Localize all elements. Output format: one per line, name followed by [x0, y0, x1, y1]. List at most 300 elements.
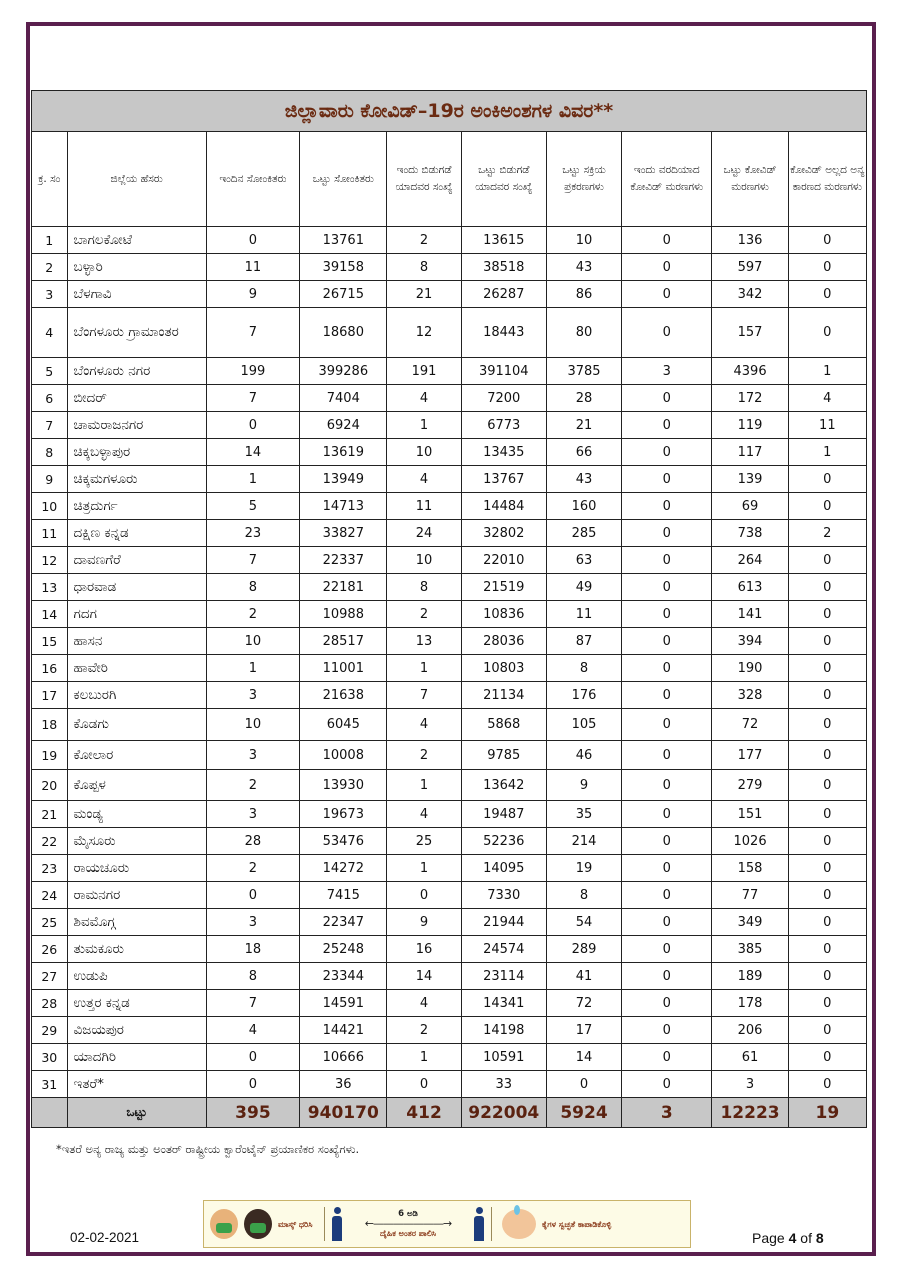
- value-cell: 0: [622, 882, 712, 909]
- table-row: [32, 770, 867, 801]
- column-header: ಒಟ್ಟು ಕೋವಿಡ್ ಮರಣಗಳು: [712, 132, 788, 227]
- serial-cell: 28: [32, 990, 68, 1017]
- value-cell: 41: [546, 963, 621, 990]
- value-cell: 13615: [461, 227, 546, 254]
- value-cell: 190: [712, 655, 788, 682]
- page-number: [752, 1230, 824, 1246]
- value-cell: 264: [712, 547, 788, 574]
- value-cell: 3: [622, 358, 712, 385]
- district-name-cell: ಕಲಬುರಗಿ: [67, 682, 206, 709]
- value-cell: 0: [788, 308, 866, 358]
- table-row: [32, 741, 867, 770]
- serial-cell: 12: [32, 547, 68, 574]
- double-arrow-icon: ←———————→: [364, 1217, 452, 1230]
- table-row: [32, 1017, 867, 1044]
- value-cell: 105: [546, 709, 621, 741]
- value-cell: 2: [206, 601, 299, 628]
- serial-cell: 11: [32, 520, 68, 547]
- report-date: 02-02-2021: [70, 1230, 140, 1245]
- value-cell: 80: [546, 308, 621, 358]
- value-cell: 10: [206, 628, 299, 655]
- value-cell: 1: [387, 770, 461, 801]
- value-cell: 0: [622, 308, 712, 358]
- value-cell: 25: [387, 828, 461, 855]
- column-header: ಒಟ್ಟು ಸೋಂಕಿತರು: [300, 132, 387, 227]
- value-cell: 13619: [300, 439, 387, 466]
- value-cell: 8: [206, 963, 299, 990]
- value-cell: 0: [622, 574, 712, 601]
- table-row: [32, 936, 867, 963]
- value-cell: 22347: [300, 909, 387, 936]
- district-name-cell: ಉತ್ತರ ಕನ್ನಡ: [67, 990, 206, 1017]
- distance-info: [349, 1209, 467, 1239]
- value-cell: 0: [788, 770, 866, 801]
- table-row: [32, 547, 867, 574]
- value-cell: 2: [387, 601, 461, 628]
- value-cell: 385: [712, 936, 788, 963]
- value-cell: 7: [206, 385, 299, 412]
- value-cell: 0: [622, 909, 712, 936]
- value-cell: 3: [206, 801, 299, 828]
- value-cell: 13949: [300, 466, 387, 493]
- value-cell: 9: [546, 770, 621, 801]
- value-cell: 17: [546, 1017, 621, 1044]
- district-name-cell: ವಿಜಯಪುರ: [67, 1017, 206, 1044]
- value-cell: 0: [622, 520, 712, 547]
- serial-cell: 18: [32, 709, 68, 741]
- value-cell: 7: [387, 682, 461, 709]
- district-name-cell: ಚಿಕ್ಕಬಳ್ಳಾಪುರ: [67, 439, 206, 466]
- value-cell: 0: [622, 801, 712, 828]
- serial-cell: 21: [32, 801, 68, 828]
- value-cell: 10: [387, 439, 461, 466]
- value-cell: 613: [712, 574, 788, 601]
- value-cell: 3: [206, 909, 299, 936]
- value-cell: 10: [387, 547, 461, 574]
- value-cell: 66: [546, 439, 621, 466]
- value-cell: 6924: [300, 412, 387, 439]
- value-cell: 391104: [461, 358, 546, 385]
- value-cell: 7404: [300, 385, 387, 412]
- value-cell: 3: [712, 1071, 788, 1098]
- value-cell: 349: [712, 909, 788, 936]
- value-cell: 26287: [461, 281, 546, 308]
- value-cell: 9785: [461, 741, 546, 770]
- value-cell: 46: [546, 741, 621, 770]
- table-row: [32, 682, 867, 709]
- district-name-cell: ಬೆಂಗಳೂರು ನಗರ: [67, 358, 206, 385]
- page-current: 4: [788, 1230, 797, 1246]
- value-cell: 53476: [300, 828, 387, 855]
- person-icon: [331, 1207, 343, 1241]
- value-cell: 43: [546, 254, 621, 281]
- serial-cell: 16: [32, 655, 68, 682]
- value-cell: 7330: [461, 882, 546, 909]
- district-name-cell: ಕೋಲಾರ: [67, 741, 206, 770]
- value-cell: 0: [788, 990, 866, 1017]
- value-cell: 0: [788, 628, 866, 655]
- value-cell: 14095: [461, 855, 546, 882]
- distance-section: [325, 1201, 491, 1247]
- value-cell: 13767: [461, 466, 546, 493]
- value-cell: 86: [546, 281, 621, 308]
- value-cell: 7: [206, 308, 299, 358]
- serial-cell: 17: [32, 682, 68, 709]
- value-cell: 11: [788, 412, 866, 439]
- value-cell: 3: [206, 682, 299, 709]
- value-cell: 10: [546, 227, 621, 254]
- value-cell: 342: [712, 281, 788, 308]
- value-cell: 61: [712, 1044, 788, 1071]
- value-cell: 25248: [300, 936, 387, 963]
- value-cell: 0: [788, 741, 866, 770]
- value-cell: 0: [788, 882, 866, 909]
- value-cell: 394: [712, 628, 788, 655]
- value-cell: 0: [622, 493, 712, 520]
- district-name-cell: ಯಾದಗಿರಿ: [67, 1044, 206, 1071]
- serial-cell: 31: [32, 1071, 68, 1098]
- value-cell: 14713: [300, 493, 387, 520]
- value-cell: 24: [387, 520, 461, 547]
- value-cell: 279: [712, 770, 788, 801]
- value-cell: 21944: [461, 909, 546, 936]
- value-cell: 7: [206, 547, 299, 574]
- value-cell: 328: [712, 682, 788, 709]
- value-cell: 0: [622, 963, 712, 990]
- value-cell: 0: [622, 281, 712, 308]
- value-cell: 214: [546, 828, 621, 855]
- serial-cell: 23: [32, 855, 68, 882]
- value-cell: 2: [788, 520, 866, 547]
- value-cell: 2: [387, 1017, 461, 1044]
- footnote: *ಇತರೆ ಅನ್ಯ ರಾಜ್ಯ ಮತ್ತು ಅಂತರ್ ರಾಷ್ಟ್ರೀಯ ಕ್ವಾರೆಂಟೈನ್ ಪ್ರಯಾಣಿಕರ ಸಂಖ್ಯೆಗಳು.: [56, 1142, 360, 1156]
- value-cell: 14272: [300, 855, 387, 882]
- value-cell: 8: [387, 574, 461, 601]
- person-icon: [473, 1207, 485, 1241]
- value-cell: 63: [546, 547, 621, 574]
- value-cell: 0: [206, 1071, 299, 1098]
- value-cell: 13435: [461, 439, 546, 466]
- serial-cell: 19: [32, 741, 68, 770]
- table-row: [32, 227, 867, 254]
- value-cell: 0: [622, 601, 712, 628]
- mask-face-icon: [244, 1209, 272, 1239]
- value-cell: 21638: [300, 682, 387, 709]
- value-cell: 49: [546, 574, 621, 601]
- value-cell: 22010: [461, 547, 546, 574]
- value-cell: 289: [546, 936, 621, 963]
- value-cell: 6773: [461, 412, 546, 439]
- district-name-cell: ತುಮಕೂರು: [67, 936, 206, 963]
- value-cell: 0: [622, 855, 712, 882]
- serial-cell: 4: [32, 308, 68, 358]
- serial-cell: 6: [32, 385, 68, 412]
- table-row: [32, 1044, 867, 1071]
- value-cell: 0: [206, 1044, 299, 1071]
- value-cell: 0: [622, 628, 712, 655]
- value-cell: 7: [206, 990, 299, 1017]
- value-cell: 38518: [461, 254, 546, 281]
- total-value: 12223: [712, 1098, 788, 1128]
- table-row: [32, 990, 867, 1017]
- value-cell: 0: [387, 882, 461, 909]
- value-cell: 119: [712, 412, 788, 439]
- value-cell: 21: [546, 412, 621, 439]
- value-cell: 4396: [712, 358, 788, 385]
- column-header: ಒಟ್ಟು ಬಿಡುಗಡೆ ಯಾದವರ ಸಂಖ್ಯೆ: [461, 132, 546, 227]
- value-cell: 0: [788, 1017, 866, 1044]
- value-cell: 157: [712, 308, 788, 358]
- value-cell: 10803: [461, 655, 546, 682]
- value-cell: 10591: [461, 1044, 546, 1071]
- table-row: [32, 909, 867, 936]
- district-name-cell: ಚಿತ್ರದುರ್ಗ: [67, 493, 206, 520]
- value-cell: 0: [622, 682, 712, 709]
- district-name-cell: ಮೈಸೂರು: [67, 828, 206, 855]
- value-cell: 0: [788, 682, 866, 709]
- serial-cell: 29: [32, 1017, 68, 1044]
- value-cell: 8: [387, 254, 461, 281]
- value-cell: 19673: [300, 801, 387, 828]
- value-cell: 2: [206, 770, 299, 801]
- serial-cell: 13: [32, 574, 68, 601]
- serial-cell: 27: [32, 963, 68, 990]
- table-row: [32, 466, 867, 493]
- value-cell: 14: [546, 1044, 621, 1071]
- value-cell: 72: [712, 709, 788, 741]
- total-value: 19: [788, 1098, 866, 1128]
- distance-text: ದೈಹಿಕ ಅಂತರ ಪಾಲಿಸಿ: [379, 1229, 437, 1238]
- table-row: [32, 439, 867, 466]
- table-row: [32, 801, 867, 828]
- value-cell: 22337: [300, 547, 387, 574]
- total-value: 922004: [461, 1098, 546, 1128]
- district-name-cell: ಧಾರವಾಡ: [67, 574, 206, 601]
- value-cell: 0: [788, 1044, 866, 1071]
- value-cell: 19: [546, 855, 621, 882]
- serial-cell: 14: [32, 601, 68, 628]
- district-name-cell: ಉಡುಪಿ: [67, 963, 206, 990]
- page-total: 8: [815, 1230, 824, 1246]
- value-cell: 189: [712, 963, 788, 990]
- serial-cell: 5: [32, 358, 68, 385]
- table-row: [32, 601, 867, 628]
- total-value: 3: [622, 1098, 712, 1128]
- value-cell: 12: [387, 308, 461, 358]
- value-cell: 0: [788, 963, 866, 990]
- value-cell: 0: [622, 466, 712, 493]
- value-cell: 13761: [300, 227, 387, 254]
- value-cell: 0: [622, 990, 712, 1017]
- value-cell: 8: [206, 574, 299, 601]
- table-row: [32, 308, 867, 358]
- value-cell: 0: [622, 227, 712, 254]
- value-cell: 11: [546, 601, 621, 628]
- value-cell: 39158: [300, 254, 387, 281]
- total-blank-cell: [32, 1098, 68, 1128]
- total-label: ಒಟ್ಟು: [67, 1098, 206, 1128]
- value-cell: 35: [546, 801, 621, 828]
- value-cell: 13930: [300, 770, 387, 801]
- value-cell: 33: [461, 1071, 546, 1098]
- district-name-cell: ಹಾವೇರಿ: [67, 655, 206, 682]
- district-name-cell: ಕೊಡಗು: [67, 709, 206, 741]
- table-row: [32, 358, 867, 385]
- value-cell: 0: [788, 254, 866, 281]
- value-cell: 0: [788, 466, 866, 493]
- district-name-cell: ಶಿವಮೊಗ್ಗ: [67, 909, 206, 936]
- value-cell: 2: [387, 227, 461, 254]
- column-header: ಒಟ್ಟು ಸಕ್ರಿಯ ಪ್ರಕರಣಗಳು: [546, 132, 621, 227]
- district-name-cell: ಬಾಗಲಕೋಟೆ: [67, 227, 206, 254]
- total-value: 412: [387, 1098, 461, 1128]
- value-cell: 5: [206, 493, 299, 520]
- value-cell: 9: [206, 281, 299, 308]
- district-name-cell: ಇತರೆ*: [67, 1071, 206, 1098]
- value-cell: 4: [387, 385, 461, 412]
- value-cell: 4: [387, 990, 461, 1017]
- value-cell: 0: [788, 227, 866, 254]
- value-cell: 172: [712, 385, 788, 412]
- value-cell: 0: [622, 439, 712, 466]
- table-row: [32, 1071, 867, 1098]
- value-cell: 22181: [300, 574, 387, 601]
- value-cell: 0: [206, 227, 299, 254]
- district-name-cell: ಬಳ್ಳಾರಿ: [67, 254, 206, 281]
- value-cell: 54: [546, 909, 621, 936]
- district-name-cell: ರಾಯಚೂರು: [67, 855, 206, 882]
- value-cell: 28: [546, 385, 621, 412]
- total-value: 5924: [546, 1098, 621, 1128]
- value-cell: 3: [206, 741, 299, 770]
- value-cell: 13: [387, 628, 461, 655]
- value-cell: 0: [622, 655, 712, 682]
- serial-cell: 25: [32, 909, 68, 936]
- value-cell: 158: [712, 855, 788, 882]
- value-cell: 10666: [300, 1044, 387, 1071]
- value-cell: 11001: [300, 655, 387, 682]
- value-cell: 0: [546, 1071, 621, 1098]
- value-cell: 18443: [461, 308, 546, 358]
- table-title: ಜಿಲ್ಲಾವಾರು ಕೋವಿಡ್–19ರ ಅಂಕಿಅಂಶಗಳ ವಿವರ**: [32, 91, 867, 132]
- value-cell: 0: [788, 1071, 866, 1098]
- table-row: [32, 709, 867, 741]
- value-cell: 0: [387, 1071, 461, 1098]
- value-cell: 28: [206, 828, 299, 855]
- value-cell: 141: [712, 601, 788, 628]
- district-name-cell: ಚಾಮರಾಜನಗರ: [67, 412, 206, 439]
- value-cell: 0: [788, 855, 866, 882]
- value-cell: 33827: [300, 520, 387, 547]
- column-header: ಇಂದಿನ ಸೋಂಕಿತರು: [206, 132, 299, 227]
- serial-cell: 26: [32, 936, 68, 963]
- value-cell: 206: [712, 1017, 788, 1044]
- district-name-cell: ಚಿಕ್ಕಮಗಳೂರು: [67, 466, 206, 493]
- value-cell: 1: [788, 358, 866, 385]
- value-cell: 285: [546, 520, 621, 547]
- value-cell: 21519: [461, 574, 546, 601]
- serial-cell: 3: [32, 281, 68, 308]
- district-name-cell: ಬೆಳಗಾವಿ: [67, 281, 206, 308]
- serial-cell: 20: [32, 770, 68, 801]
- table-row: [32, 882, 867, 909]
- value-cell: 0: [788, 547, 866, 574]
- value-cell: 14484: [461, 493, 546, 520]
- value-cell: 2: [387, 741, 461, 770]
- value-cell: 0: [788, 801, 866, 828]
- column-header: ಇಂದು ವರದಿಯಾದ ಕೋವಿಡ್ ಮರಣಗಳು: [622, 132, 712, 227]
- value-cell: 69: [712, 493, 788, 520]
- value-cell: 1: [788, 439, 866, 466]
- value-cell: 1: [387, 412, 461, 439]
- district-name-cell: ಕೊಪ್ಪಳ: [67, 770, 206, 801]
- value-cell: 16: [387, 936, 461, 963]
- value-cell: 4: [387, 709, 461, 741]
- district-name-cell: ಮಂಡ್ಯ: [67, 801, 206, 828]
- value-cell: 0: [788, 655, 866, 682]
- serial-cell: 8: [32, 439, 68, 466]
- covid-district-table: [31, 90, 867, 1128]
- district-name-cell: ದಕ್ಷಿಣ ಕನ್ನಡ: [67, 520, 206, 547]
- value-cell: 0: [206, 412, 299, 439]
- value-cell: 0: [622, 254, 712, 281]
- value-cell: 0: [206, 882, 299, 909]
- value-cell: 14591: [300, 990, 387, 1017]
- column-header-row: [32, 132, 867, 227]
- value-cell: 5868: [461, 709, 546, 741]
- value-cell: 26715: [300, 281, 387, 308]
- value-cell: 1: [206, 466, 299, 493]
- table-row: [32, 493, 867, 520]
- value-cell: 4: [788, 385, 866, 412]
- serial-cell: 15: [32, 628, 68, 655]
- column-header: ಕ್ರ. ಸಂ: [32, 132, 68, 227]
- district-name-cell: ಬೀದರ್: [67, 385, 206, 412]
- value-cell: 0: [788, 828, 866, 855]
- value-cell: 21134: [461, 682, 546, 709]
- mask-section: [204, 1201, 324, 1247]
- value-cell: 8: [546, 655, 621, 682]
- value-cell: 87: [546, 628, 621, 655]
- table-row: [32, 963, 867, 990]
- value-cell: 32802: [461, 520, 546, 547]
- value-cell: 43: [546, 466, 621, 493]
- value-cell: 14421: [300, 1017, 387, 1044]
- district-name-cell: ಬೆಂಗಳೂರು ಗ್ರಾಮಾಂತರ: [67, 308, 206, 358]
- value-cell: 139: [712, 466, 788, 493]
- table-row: [32, 520, 867, 547]
- value-cell: 0: [788, 601, 866, 628]
- table-row: [32, 655, 867, 682]
- value-cell: 11: [387, 493, 461, 520]
- table-row: [32, 574, 867, 601]
- total-value: 395: [206, 1098, 299, 1128]
- value-cell: 176: [546, 682, 621, 709]
- serial-cell: 30: [32, 1044, 68, 1071]
- table-row: [32, 828, 867, 855]
- value-cell: 13642: [461, 770, 546, 801]
- value-cell: 0: [788, 574, 866, 601]
- table-row: [32, 855, 867, 882]
- table-row: [32, 254, 867, 281]
- value-cell: 0: [622, 1044, 712, 1071]
- value-cell: 77: [712, 882, 788, 909]
- value-cell: 151: [712, 801, 788, 828]
- district-name-cell: ರಾಮನಗರ: [67, 882, 206, 909]
- value-cell: 18: [206, 936, 299, 963]
- serial-cell: 22: [32, 828, 68, 855]
- table-row: [32, 281, 867, 308]
